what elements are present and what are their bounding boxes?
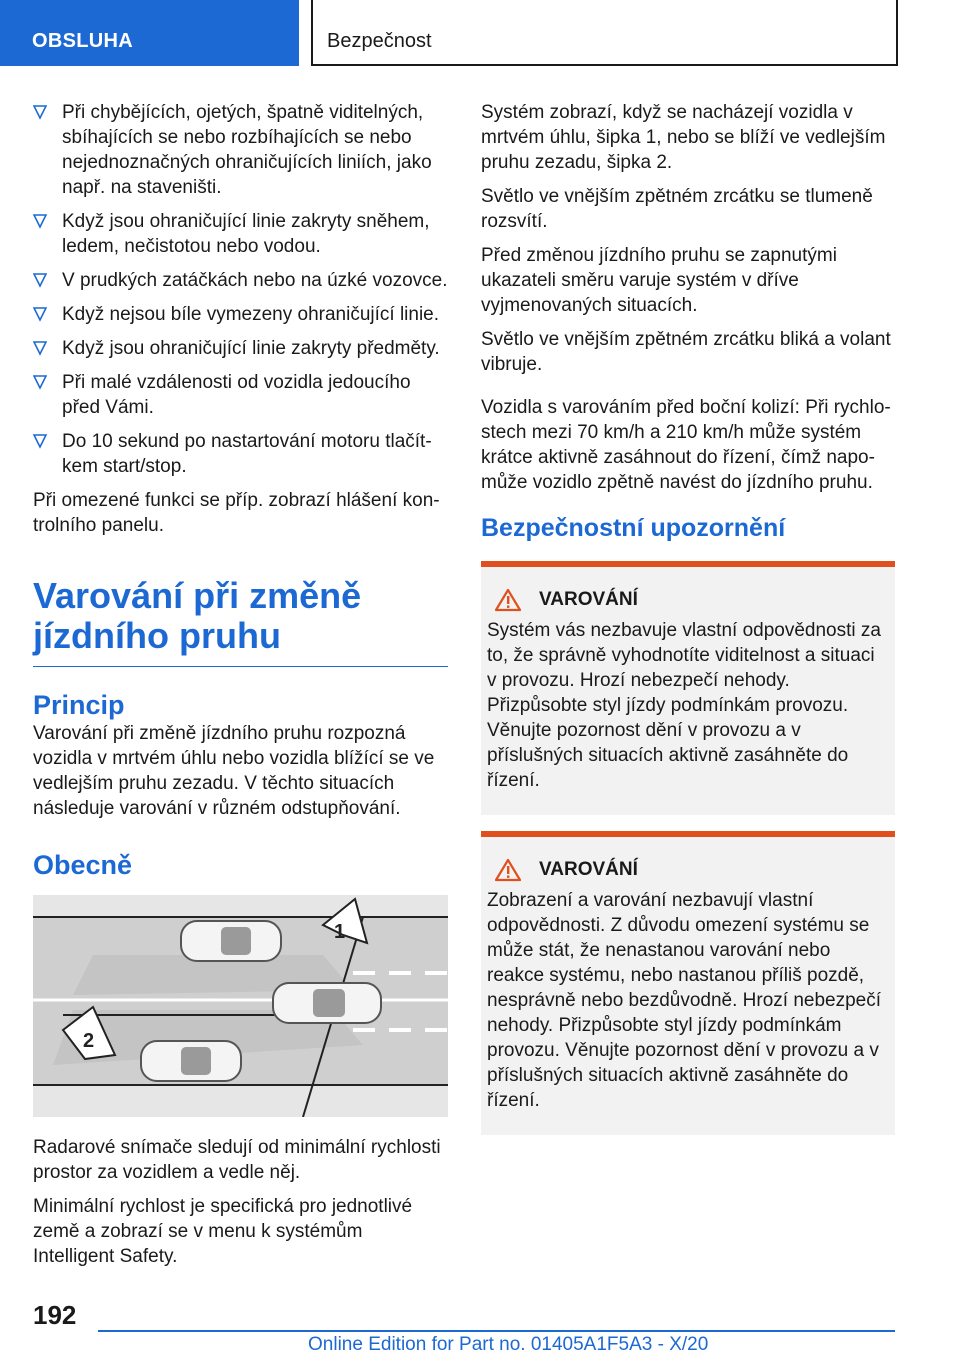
warning-box xyxy=(481,561,895,815)
side-collision-text: Vozidla s varováním před boční kolizí: Při rychlostech mezi 70 km/h a 210 km/h může systém krátce aktivně zasáhnout do řízení, čímž napomůže vozidlo zpětně navést do jízdního pruhu. xyxy=(481,397,891,493)
svg-text:1: 1 xyxy=(334,921,346,943)
bullet-item: Když jsou ohraničující linie zakryty předměty. xyxy=(33,336,448,361)
chapter-title: Bezpečnost xyxy=(327,30,432,52)
display-text: Systém zobrazí, když se nacházejí vozidla v mrtvém úhlu, šipka 1, nebo se blíží ve vedlejším pruhu zezadu, šipka 2. xyxy=(481,102,886,173)
radar-text: Radarové snímače sledují od minimální rychlosti prostor za vozidlem a vedle něj. xyxy=(33,1137,441,1183)
min-speed-text: Minimální rychlost je specifická pro jednotlivé země a zobrazí se v menu k systémům Intelligent Safety. xyxy=(33,1196,413,1267)
warning-triangle-icon xyxy=(495,858,521,882)
warning-title-row: VAROVÁNÍ xyxy=(487,587,887,612)
warning-title-row: VAROVÁNÍ xyxy=(487,857,887,882)
triangle-bullet-icon xyxy=(33,104,47,120)
left-column xyxy=(33,100,448,1278)
triangle-bullet-icon xyxy=(33,306,47,322)
triangle-bullet-icon xyxy=(33,213,47,229)
subheading-princip: Princip xyxy=(33,690,125,720)
bullet-item: Když jsou ohraničující linie zakryty sněhem, ledem, nečistotou nebo vodou. xyxy=(33,209,448,259)
svg-text:2: 2 xyxy=(83,1030,95,1052)
subheading-obecne: Obecně xyxy=(33,850,133,880)
triangle-bullet-icon xyxy=(33,272,47,288)
section-title: OBSLUHA xyxy=(32,30,133,52)
bullet-item: Když nejsou bíle vymezeny ohraničující linie. xyxy=(33,302,448,327)
warning-box xyxy=(481,831,895,1135)
right-column xyxy=(481,100,895,1151)
princip-text: Varování při změně jízdního pruhu rozpozná vozidla v mrtvém úhlu nebo vozidla blížící se ve vedlejším pruhu zezadu. V těchto situacích následuje varování v různém odstupňování. xyxy=(33,723,435,819)
chapter-header xyxy=(311,0,898,66)
lane-change-illustration xyxy=(33,895,448,1117)
page-number: 192 xyxy=(33,1300,77,1330)
turn-signal-text: Před změnou jízdního pruhu se zapnutými ukazateli směru varuje systém v dříve vyjmenovaných situacích. xyxy=(481,245,837,316)
section-tab xyxy=(0,0,299,66)
bullet-item: V prudkých zatáčkách nebo na úzké vozovce. xyxy=(33,268,448,293)
limitation-note: Při omezené funkci se příp. zobrazí hlášení kontrolního panelu. xyxy=(33,490,440,536)
mirror-light-text: Světlo ve vnějším zpětném zrcátku se tlumeně rozsvítí. xyxy=(481,186,873,232)
car-icon xyxy=(181,921,281,961)
bullet-item: Při chybějících, ojetých, špatně viditelných, sbíhajících se nebo rozbíhajících se nebo nejednoznačných ohraničujících liniích, jako např. na staveništi. xyxy=(33,100,448,200)
section-heading: Varování při změně jízdního pruhu xyxy=(33,576,448,667)
triangle-bullet-icon xyxy=(33,433,47,449)
triangle-bullet-icon xyxy=(33,340,47,356)
warning-triangle-icon xyxy=(495,588,521,612)
bullet-item: Při malé vzdálenosti od vozidla jedoucího před Vámi. xyxy=(33,370,448,420)
edition-text: Online Edition for Part no. 01405A1F5A3 - X/20 xyxy=(308,1334,709,1355)
warning-text: Systém vás nezbavuje vlastní odpovědnosti za to, že správně vyhodnotíte viditelnost a situaci v provozu. Hrozí nebezpečí nehody. Přizpůsobte styl jízdy podmínkám provozu. Věnujte pozornost dění v provozu a v příslušných situacích aktivně zasáhněte do řízení. xyxy=(487,620,881,791)
safety-heading: Bezpečnostní upozornění xyxy=(481,514,786,542)
car-icon xyxy=(141,1041,241,1081)
car-icon xyxy=(273,983,381,1023)
road-diagram xyxy=(33,895,448,1117)
bullet-item: Do 10 sekund po nastartování motoru tlačítkem start/stop. xyxy=(33,429,448,479)
triangle-bullet-icon xyxy=(33,374,47,390)
warning-text: Zobrazení a varování nezbavují vlastní odpovědnosti. Z důvodu omezení systému se může stát, že nenastanou varování nebo reakce systému, nebo nastanou příliš pozdě, nesprávně nebo bezdůvodně. Hrozí nebezpečí nehody. Přizpůsobte styl jízdy podmínkám provozu. Věnujte pozornost dění v provozu a v příslušných situacích aktivně zasáhněte do řízení. xyxy=(487,890,881,1111)
mirror-blink-text: Světlo ve vnějším zpětném zrcátku bliká a volant vibruje. xyxy=(481,329,891,375)
footer-divider xyxy=(98,1330,895,1332)
